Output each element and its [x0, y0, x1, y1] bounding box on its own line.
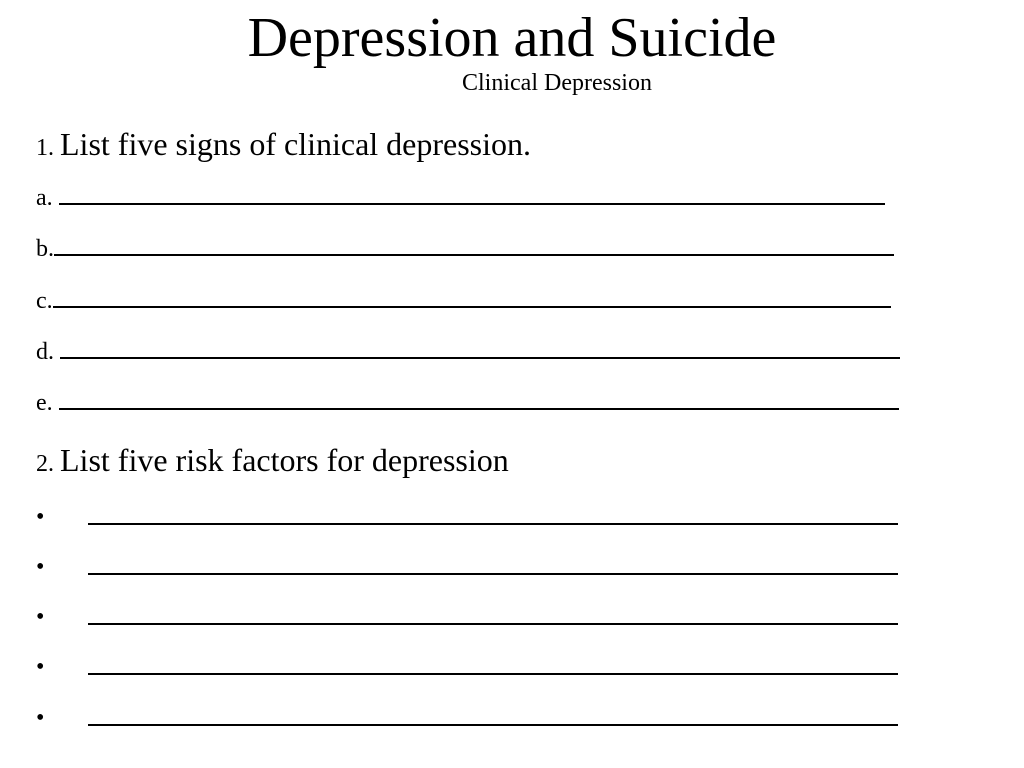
bullet-icon: •: [36, 705, 45, 731]
question-text: List five signs of clinical depression.: [60, 126, 532, 162]
answer-blank[interactable]: [88, 552, 898, 575]
answer-line-b[interactable]: [36, 234, 894, 264]
bullet-answer-1[interactable]: [36, 502, 916, 532]
answer-blank[interactable]: [60, 337, 900, 359]
answer-line-d[interactable]: [36, 337, 900, 367]
bullet-icon: •: [36, 554, 45, 580]
question-number: 2.: [36, 451, 54, 477]
bullet-icon: •: [36, 504, 45, 530]
bullet-answer-4[interactable]: [36, 652, 916, 682]
answer-blank[interactable]: [88, 602, 898, 625]
answer-line-e[interactable]: [36, 388, 899, 418]
answer-label: d.: [36, 339, 60, 365]
answer-label: e.: [36, 390, 59, 416]
bullet-answer-3[interactable]: [36, 602, 916, 632]
answer-blank[interactable]: [53, 286, 891, 308]
question-1: [36, 124, 531, 168]
bullet-answer-2[interactable]: [36, 552, 916, 582]
question-2: [36, 440, 509, 484]
answer-blank[interactable]: [59, 183, 885, 205]
answer-line-a[interactable]: [36, 183, 885, 213]
bullet-icon: •: [36, 654, 45, 680]
page-subtitle: Clinical Depression: [462, 70, 652, 96]
bullet-icon: •: [36, 604, 45, 630]
answer-line-c[interactable]: [36, 286, 891, 316]
question-number: 1.: [36, 135, 54, 161]
answer-blank[interactable]: [54, 234, 894, 256]
answer-label: b.: [36, 236, 54, 262]
answer-blank[interactable]: [88, 652, 898, 675]
answer-blank[interactable]: [88, 502, 898, 525]
question-text: List five risk factors for depression: [60, 442, 509, 478]
answer-label: a.: [36, 185, 59, 211]
bullet-answer-5[interactable]: [36, 703, 916, 733]
page-title: Depression and Suicide: [247, 7, 777, 69]
answer-label: c.: [36, 288, 53, 314]
answer-blank[interactable]: [59, 388, 899, 410]
answer-blank[interactable]: [88, 703, 898, 726]
